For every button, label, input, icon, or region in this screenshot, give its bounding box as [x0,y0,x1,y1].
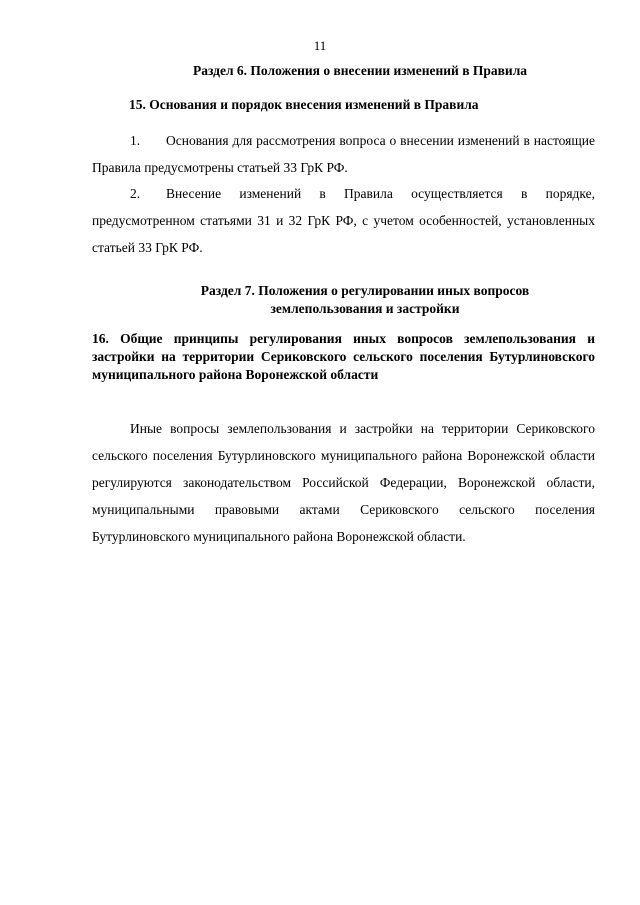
page-number: 11 [313,38,327,53]
item-number: 2. [130,186,141,201]
article-15-heading: 15. Основания и порядок внесения изменений в Правила [129,97,479,112]
item-number: 1. [130,133,141,148]
article-16-heading: 16. Общие принципы регулирования иных вопросов землепользования и застройки на территории Сериковского сельского поселения Бутурлиновского муниципального района Воронежской области [92,331,595,382]
article-15-item-2 [92,180,595,261]
article-15-item-1 [92,127,595,181]
article-16-text: Иные вопросы землепользования и застройки на территории Сериковского сельского поселения Бутурлиновского муниципального района Воронежской области регулируются законодательством Российской Федерации, Воронежской области, муниципальными правовыми актами Сериковского сельского поселения Бутурлиновского муниципального района Воронежской области. [92,421,595,544]
section-6-heading: Раздел 6. Положения о внесении изменений в Правила [192,63,528,78]
section-7-heading: Раздел 7. Положения о регулировании иных вопросов землепользования и застройки [200,283,530,316]
item-text: Внесение изменений в Правила осуществляется в порядке, предусмотренном статьями 31 и 32 ГрК РФ, с учетом особенностей, установленных статьей 33 ГрК РФ. [92,186,595,255]
item-text: Основания для рассмотрения вопроса о внесении изменений в настоящие Правила предусмотрены статьей 33 ГрК РФ. [92,133,595,175]
